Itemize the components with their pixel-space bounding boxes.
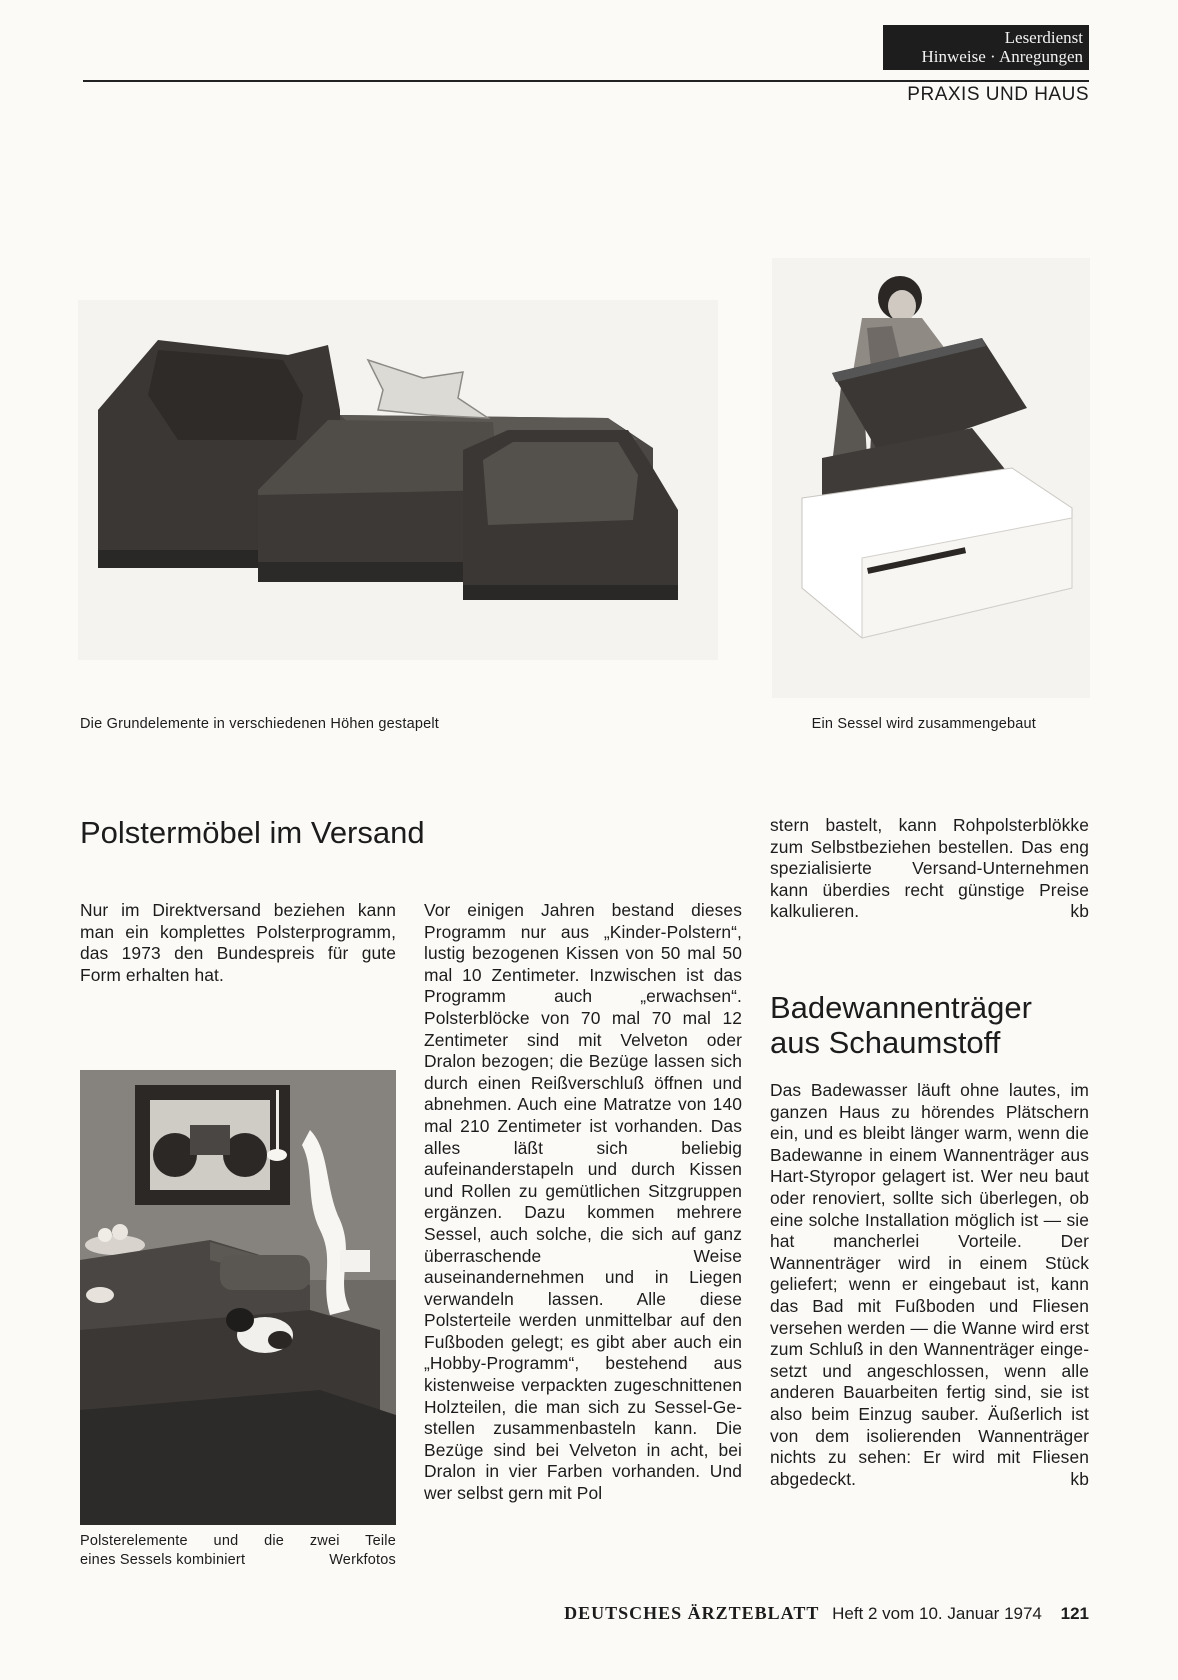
room-caption-line2-text: eines Sessels kombiniert	[80, 1552, 246, 1568]
magazine-name: DEUTSCHES ÄRZTEBLATT	[564, 1603, 820, 1623]
chair-photo	[772, 258, 1090, 698]
room-illustration	[80, 1070, 396, 1525]
article1-col2	[424, 900, 742, 1505]
section-tag-line1: Leserdienst	[1004, 28, 1083, 47]
article1-signature: kb	[1070, 901, 1089, 922]
article2-text	[770, 1080, 1089, 1490]
section-tag-line2: Hinweise · Anregungen	[921, 47, 1083, 66]
sofa-illustration	[78, 300, 718, 660]
article2-title-line1: Badewannenträger	[770, 990, 1032, 1025]
article1-col2-text: Vor einigen Jahren bestand dieses Programm nur aus „Kinder-Polstern“, lustig bezogenen Kissen von 50 mal 50 mal 10 Zentimeter. Inzwischen ist das Programm auch „erwachsen“. Polsterblöcke von 70 mal 70 mal 12 Zentimeter sind mit Velveton oder Dralon bezogen; die Bezüge lassen sich durch einen Reißverschluß öffnen und abnehmen. Auch eine Matratze von 140 mal 210 Zentimeter ist vorhanden. Das alles läßt sich beliebig aufeinanderstapeln und durch Kissen und Rollen zu gemütlichen Sitzgruppen ergänzen. Dazu kommen mehrere Sessel, auch solche, die sich auf ganz überraschende Weise auseinandernehmen und in Liegen verwandeln lassen. Alle diese Polsterteile werden unmittelbar auf den Fußboden gelegt; es gibt aber auch ein „Hobby-Programm“, bestehend aus kistenweise verpackten zugeschnittenen Holzteilen, die man sich zu Sessel-Gestellen zusammenbasteln kann. Die Bezüge sind bei Velveton in acht, bei Dralon in vier Farben vorhanden. Und wer selbst gern mit Pol	[424, 900, 742, 1504]
article2-title-line2: aus Schaumstoff	[770, 1025, 1001, 1060]
article1-col3-body: stern bastelt, kann Rohpolsterblökke zum Selbstbeziehen bestellen. Das eng spezialisierte Versand-Unternehmen kann überdies recht günstige Preise kalkulieren.	[770, 815, 1089, 922]
photo-credit: Werkfotos	[329, 1552, 396, 1568]
article2-signature: kb	[1070, 1468, 1089, 1489]
article1-col3	[770, 815, 1089, 923]
article1-title: Polstermöbel im Versand	[80, 815, 425, 850]
article2-title	[770, 990, 1032, 1060]
article2-body	[770, 1080, 1089, 1490]
chair-assembly-illustration	[772, 258, 1090, 698]
section-tag	[883, 25, 1089, 70]
sofa-photo	[78, 300, 718, 660]
issue-info: Heft 2 vom 10. Januar 1974	[832, 1604, 1042, 1623]
section-title: PRAXIS UND HAUS	[907, 84, 1089, 105]
header-rule	[83, 80, 1089, 82]
chair-caption: Ein Sessel wird zusammengebaut	[811, 716, 1036, 732]
article1-intro	[80, 900, 396, 986]
page-number: 121	[1060, 1604, 1089, 1623]
article2-body-text: Das Badewasser läuft ohne lautes, im ganzen Haus zu hörendes Plätschern ein, und es bleibt länger warm, wenn die Badewanne in einem Wannenträger aus Hart-Styropor gelagert ist. Wer neu baut oder renoviert, sollte sich überlegen, ob eine solche Installation möglich ist — sie hat mancherlei Vorteile. Der Wannenträger wird in einem Stück geliefert; wenn er eingebaut ist, kann das Bad mit Fußboden und Fliesen versehen werden — die Wanne wird erst zum Schluß in den Wannenträger eingesetzt und angeschlossen, wenn alle anderen Bauarbeiten fertig sind, sie ist also beim Einzug sauber. Äußerlich ist von dem isolierenden Wannenträger nichts zu sehen: Er wird mit Fliesen abgedeckt.	[770, 1080, 1089, 1489]
room-caption-line2	[80, 1551, 396, 1570]
article1-intro-text: Nur im Direktversand beziehen kann man ein komplettes Polsterprogramm, das 1973 den Bundespreis für gute Form erhalten hat.	[80, 900, 396, 985]
sofa-caption: Die Grundelemente in verschiedenen Höhen gestapelt	[80, 716, 440, 732]
article1-col3-text	[770, 815, 1089, 923]
page-footer	[564, 1603, 1089, 1624]
room-photo	[80, 1070, 396, 1525]
room-caption	[80, 1532, 396, 1570]
room-caption-line1: Polsterelemente und die zwei Teile	[80, 1533, 396, 1549]
